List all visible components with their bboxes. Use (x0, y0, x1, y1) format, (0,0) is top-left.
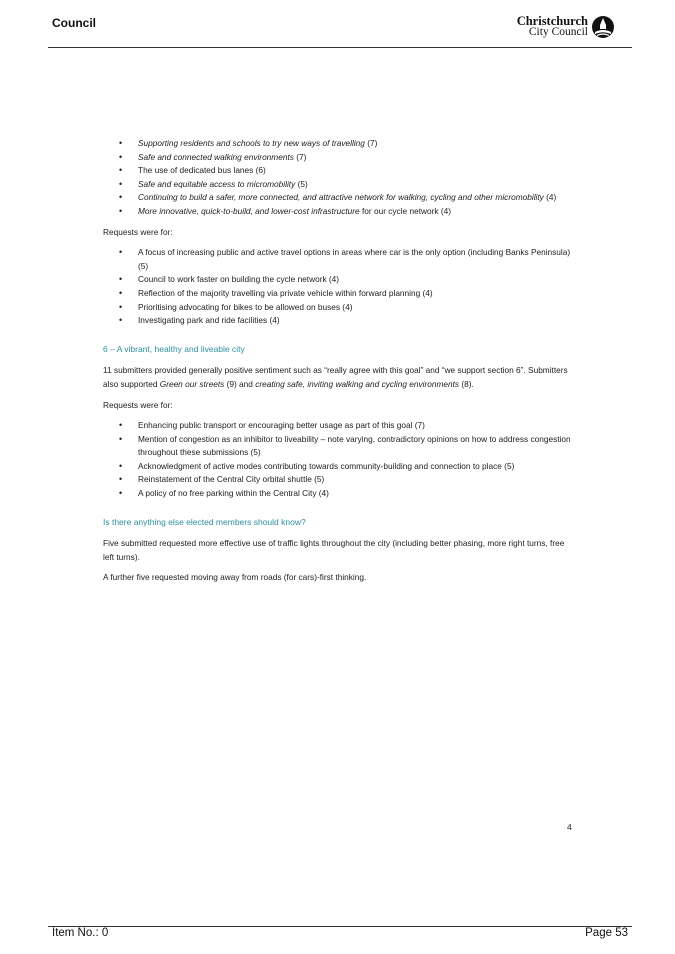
footer-page-number: Page 53 (585, 927, 628, 939)
requests-label: Requests were for: (103, 399, 173, 410)
list-item: • Reflection of the majority travelling via private vehicle within forward planning (4) (103, 287, 575, 301)
requests-label: Requests were for: (103, 226, 173, 237)
inner-page-number: 4 (567, 822, 572, 832)
list-item: • Enhancing public transport or encouraging better usage as part of this goal (7) (103, 419, 575, 433)
logo-line1: Christchurch (516, 14, 588, 28)
section-heading-anything-else: Is there anything else elected members should know? (103, 516, 306, 527)
list-item: • A policy of no free parking within the Central City (4) (103, 487, 575, 501)
list-item: • Supporting residents and schools to try new ways of travelling (7) (103, 137, 575, 151)
council-logo (517, 15, 615, 39)
section-paragraph: Five submitted requested more effective use of traffic lights throughout the city (including better phasing, more right turns, free left turns). (103, 538, 565, 562)
section-paragraph: 11 submitters provided generally positive sentiment such as “really agree with this goal” and “we support section 6”. Submitters also supported Green our streets (9) and creating safe, inviting walking and cycling environments (8). (103, 365, 568, 389)
cathedral-emblem-icon (591, 15, 615, 39)
bullet-list-goals (103, 137, 575, 219)
list-item: • A focus of increasing public and active travel options in areas where car is the only option (including Banks Peninsula) (5) (103, 246, 575, 273)
list-item: • Safe and connected walking environments (7) (103, 151, 575, 165)
list-item: • Reinstatement of the Central City orbital shuttle (5) (103, 473, 575, 487)
footer-divider (48, 926, 632, 927)
section-paragraph: A further five requested moving away from roads (for cars)-first thinking. (103, 572, 367, 583)
document-body (103, 137, 575, 592)
logo-line2: City Council (528, 26, 588, 38)
list-item: • Safe and equitable access to micromobility (5) (103, 178, 575, 192)
section-heading-liveable-city: 6 – A vibrant, healthy and liveable city (103, 343, 245, 354)
bullet-list-requests (103, 246, 575, 328)
list-item: • More innovative, quick-to-build, and lower-cost infrastructure for our cycle network (4) (103, 205, 575, 219)
list-item: • The use of dedicated bus lanes (6) (103, 164, 575, 178)
list-item: • Continuing to build a safer, more connected, and attractive network for walking, cycling and other micromobility (4) (103, 191, 575, 205)
logo-text (517, 16, 588, 38)
list-item: • Acknowledgment of active modes contributing towards community-building and connection to place (5) (103, 460, 575, 474)
header-divider (48, 47, 632, 48)
list-item: • Investigating park and ride facilities (4) (103, 314, 575, 328)
footer-item-number: Item No.: 0 (52, 927, 109, 939)
document-header-title: Council (52, 16, 96, 30)
list-item: • Prioritising advocating for bikes to be allowed on buses (4) (103, 301, 575, 315)
list-item: • Council to work faster on building the cycle network (4) (103, 273, 575, 287)
list-item: • Mention of congestion as an inhibitor to liveability – note varying, contradictory opinions on how to address congestion throughout these submissions (5) (103, 433, 575, 460)
bullet-list-section6-requests (103, 419, 575, 501)
